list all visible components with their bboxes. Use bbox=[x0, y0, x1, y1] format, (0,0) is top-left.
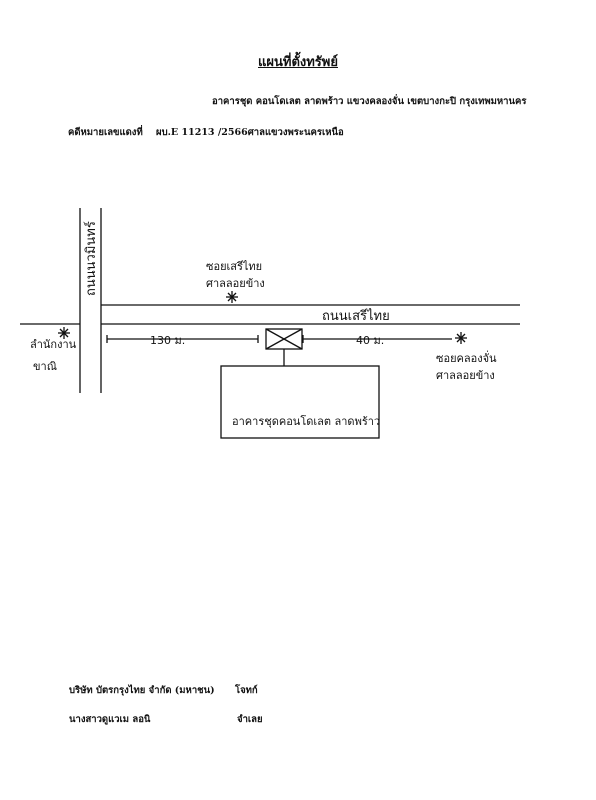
defendant-role: จำเลย bbox=[237, 714, 263, 725]
distance-right-label: 40 ม. bbox=[356, 334, 385, 347]
landmark-top-line1: ซอยเสรีไทย bbox=[206, 260, 263, 273]
case-number-value: ผบ.E 11213 /2566ศาลแขวงพระนครเหนือ bbox=[156, 127, 344, 138]
distance-left-label: 130 ม. bbox=[150, 334, 186, 347]
plaintiff-role: โจทก์ bbox=[235, 685, 258, 696]
landmark-right-star bbox=[455, 332, 467, 344]
horizontal-road-label: ถนนเสรีไทย bbox=[322, 309, 390, 324]
property-label: อาคารชุดคอนโดเลต ลาดพร้าว bbox=[232, 415, 381, 428]
property-location: อาคารชุด คอนโดเลต ลาดพร้าว แขวงคลองจั่น เขตบางกะปิ กรุงเทพมหานคร bbox=[212, 96, 527, 107]
case-number-label: คดีหมายเลขแดงที่ bbox=[68, 127, 143, 138]
plaintiff-name: บริษัท บัตรกรุงไทย จำกัด (มหาชน) bbox=[69, 685, 215, 696]
landmark-left-line2: ขาณิ bbox=[33, 360, 57, 373]
landmark-right-line2: ศาลลอยข้าง bbox=[436, 369, 495, 382]
landmark-top-line2: ศาลลอยข้าง bbox=[206, 277, 265, 290]
defendant-name: นางสาวดูแวเม ลอนิ bbox=[69, 714, 151, 725]
vertical-road-label: ถนนนวมินทร์ bbox=[84, 221, 99, 296]
landmark-right-line1: ซอยคลองจั่น bbox=[436, 352, 497, 365]
landmark-top-star bbox=[226, 291, 238, 303]
landmark-left-line1: ลำนักงาน bbox=[30, 338, 77, 351]
page-title: แผนที่ตั้งทรัพย์ bbox=[258, 55, 338, 70]
